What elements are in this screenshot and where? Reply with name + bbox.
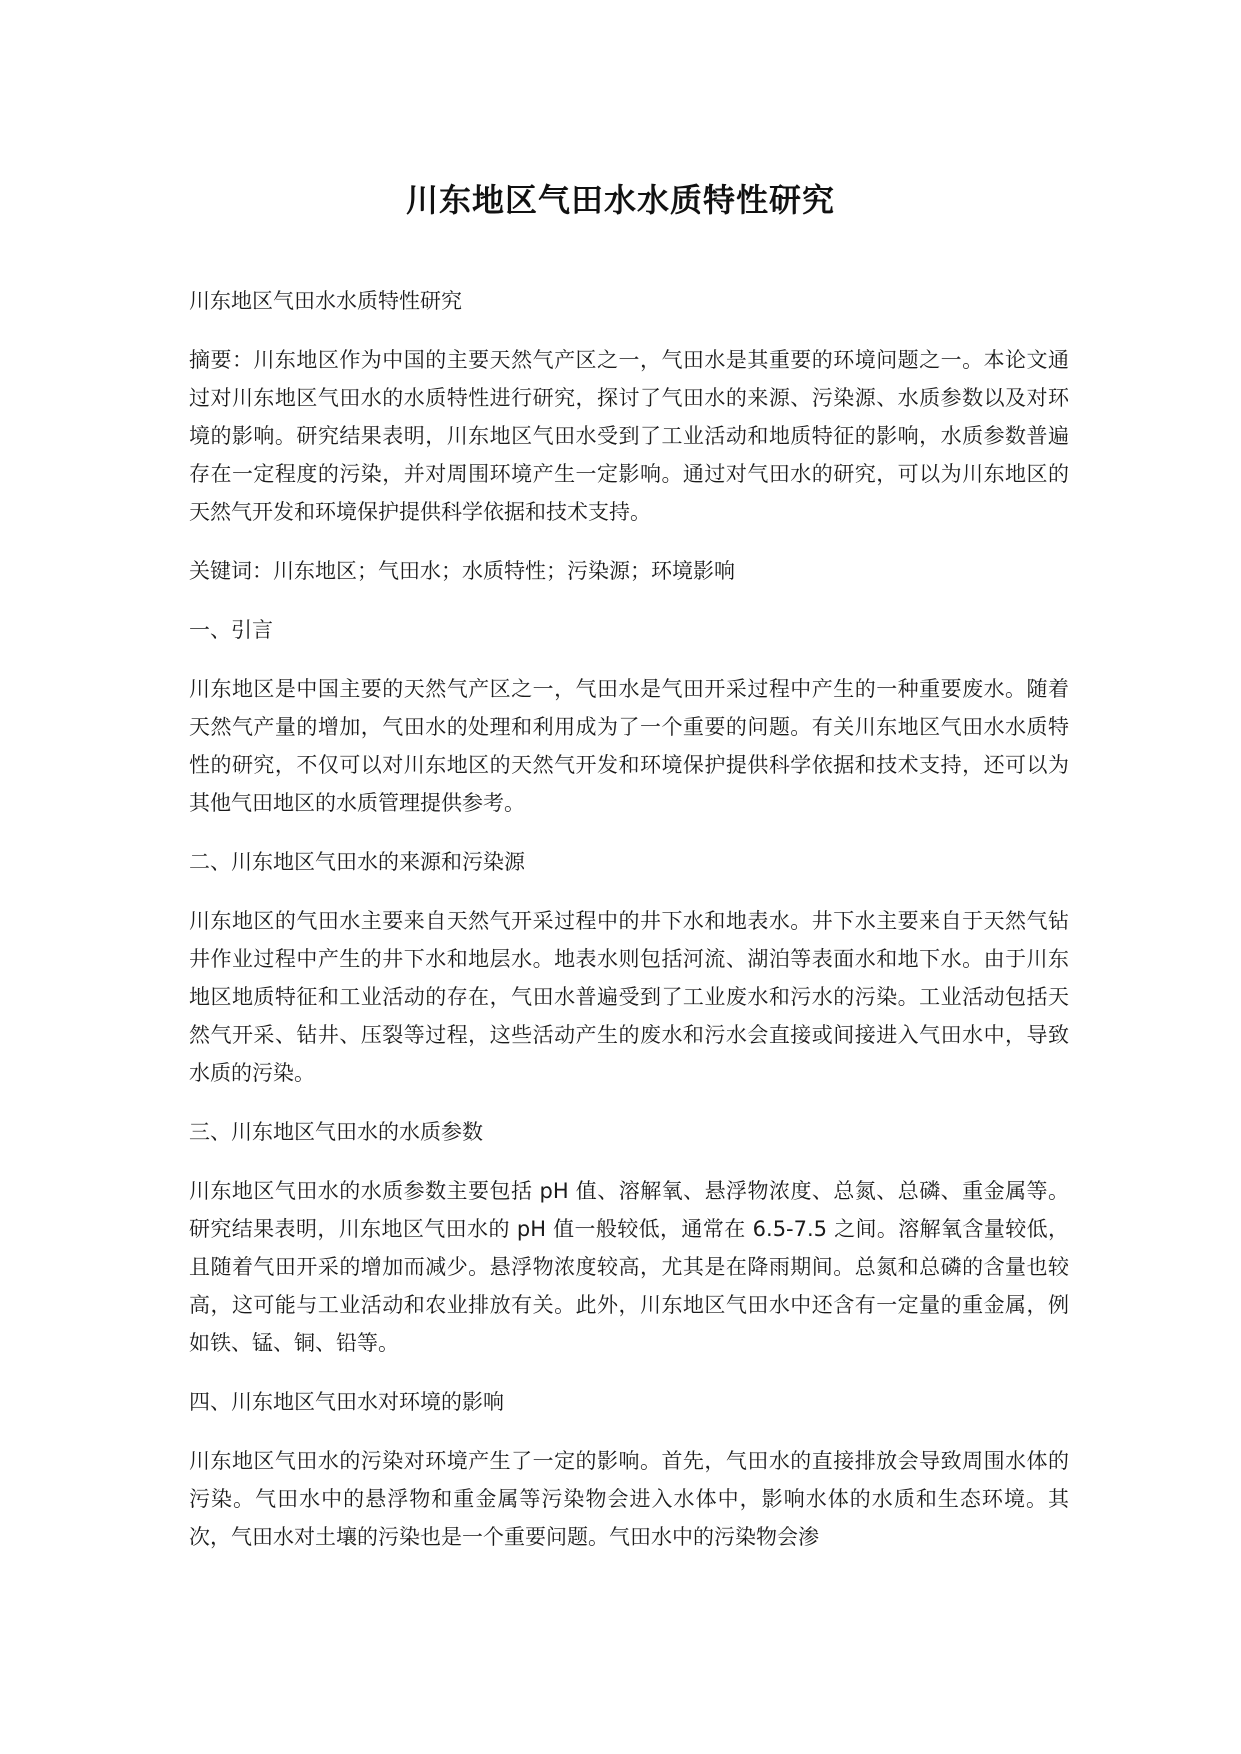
document-body (189, 282, 1069, 1577)
section-body-sources: 川东地区的气田水主要来自天然气开采过程中的井下水和地表水。井下水主要来自于天然气钻井作业过程中产生的井下水和地层水。地表水则包括河流、湖泊等表面水和地下水。由于川东地区地质特征和工业活动的存在，气田水普遍受到了工业废水和污水的污染。工业活动包括天然气开采、钻井、压裂等过程，这些活动产生的废水和污水会直接或间接进入气田水中，导致水质的污染。 (189, 909, 1069, 1085)
section-heading-impact: 四、川东地区气田水对环境的影响 (189, 1390, 504, 1414)
section-body-impact: 川东地区气田水的污染对环境产生了一定的影响。首先，气田水的直接排放会导致周围水体的污染。气田水中的悬浮物和重金属等污染物会进入水体中，影响水体的水质和生态环境。其次，气田水对土壤的污染也是一个重要问题。气田水中的污染物会渗 (189, 1449, 1069, 1549)
section-heading-parameters: 三、川东地区气田水的水质参数 (189, 1120, 483, 1144)
section-heading-sources: 二、川东地区气田水的来源和污染源 (189, 850, 525, 874)
document-subtitle: 川东地区气田水水质特性研究 (189, 289, 462, 313)
section-body-parameters: 川东地区气田水的水质参数主要包括 pH 值、溶解氧、悬浮物浓度、总氮、总磷、重金属等。研究结果表明，川东地区气田水的 pH 值一般较低，通常在 6.5-7.5 之间。溶解氧含量较低，且随着气田开采的增加而减少。悬浮物浓度较高，尤其是在降雨期间。总氮和总磷的含量也较高，这可能与工业活动和农业排放有关。此外，川东地区气田水中还含有一定量的重金属，例如铁、锰、铜、铅等。 (189, 1179, 1069, 1355)
section-body-introduction: 川东地区是中国主要的天然气产区之一，气田水是气田开采过程中产生的一种重要废水。随着天然气产量的增加，气田水的处理和利用成为了一个重要的问题。有关川东地区气田水水质特性的研究，不仅可以对川东地区的天然气开发和环境保护提供科学依据和技术支持，还可以为其他气田地区的水质管理提供参考。 (189, 677, 1069, 815)
keywords-line: 关键词：川东地区；气田水；水质特性；污染源；环境影响 (189, 559, 735, 583)
document-title: 川东地区气田水水质特性研究 (405, 181, 835, 219)
abstract-paragraph: 摘要：川东地区作为中国的主要天然气产区之一，气田水是其重要的环境问题之一。本论文通过对川东地区气田水的水质特性进行研究，探讨了气田水的来源、污染源、水质参数以及对环境的影响。研究结果表明，川东地区气田水受到了工业活动和地质特征的影响，水质参数普遍存在一定程度的污染，并对周围环境产生一定影响。通过对气田水的研究，可以为川东地区的天然气开发和环境保护提供科学依据和技术支持。 (189, 348, 1069, 524)
section-heading-introduction: 一、引言 (189, 618, 273, 642)
